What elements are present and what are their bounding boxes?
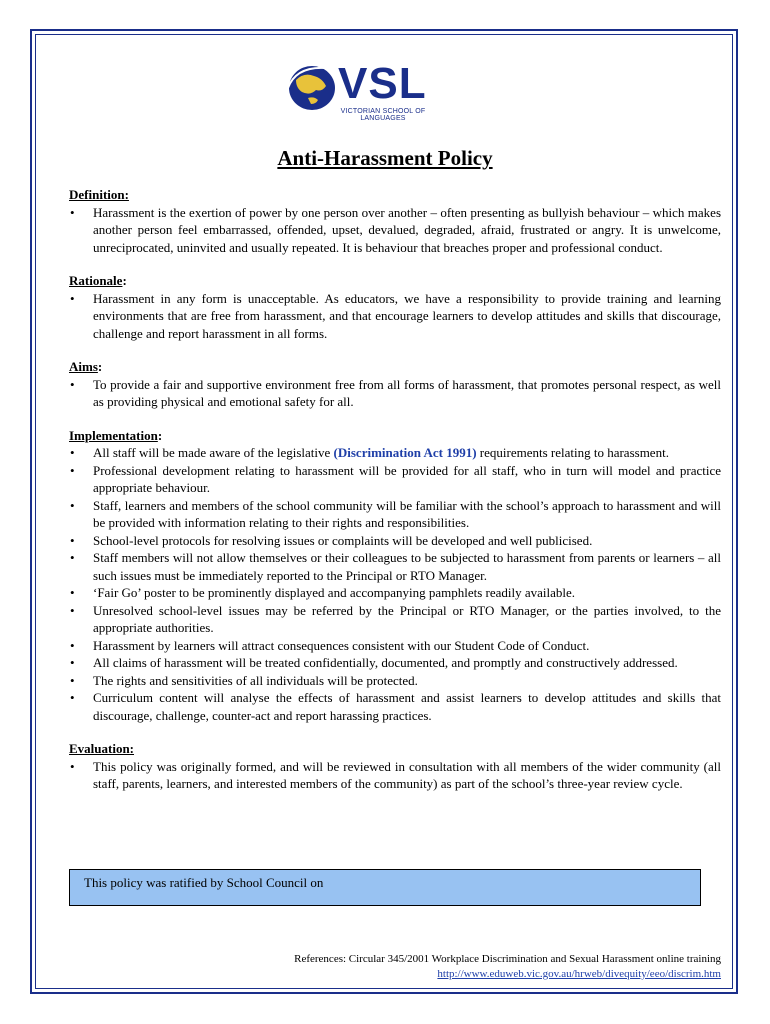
vsl-logo-subtitle: VICTORIAN SCHOOL OF LANGUAGES xyxy=(340,108,426,122)
implementation-list xyxy=(69,444,721,724)
list-item: • Staff members will not allow themselves or their colleagues to be subjected to harassment from parents or learners – all such issues must be immediately reported to the Principal or RTO Manager. xyxy=(69,549,721,584)
implementation-section xyxy=(69,427,721,725)
list-item: • This policy was originally formed, and will be reviewed in consultation with all members of the wider community (all staff, parents, learners, and interested members of the community) as part of the school’s three-year review cycle. xyxy=(69,758,721,793)
definition-list xyxy=(69,204,721,257)
list-item: • Curriculum content will analyse the effects of harassment and assist learners to develop attitudes and skills that discourage, challenge, counter-act and report harassing practices. xyxy=(69,689,721,724)
page-title: Anti-Harassment Policy xyxy=(277,146,493,170)
rationale-list xyxy=(69,290,721,343)
list-item: • Professional development relating to harassment will be provided for all staff, who in turn will model and practice appropriate behaviour. xyxy=(69,462,721,497)
policy-content xyxy=(69,186,721,809)
references-link[interactable]: http://www.eduweb.vic.gov.au/hrweb/divequity/eeo/discrim.htm xyxy=(437,968,721,980)
list-item: • All staff will be made aware of the legislative (Discrimination Act 1991) requirements relating to harassment. xyxy=(69,444,721,462)
definition-heading: Definition: xyxy=(69,187,129,202)
list-item: • Harassment in any form is unacceptable. As educators, we have a responsibility to provide training and learning environments that are free from harassment, and that encourage learners to develop attitudes and skills that discourage, challenge and report harassment in all forms. xyxy=(69,290,721,343)
evaluation-heading: Evaluation: xyxy=(69,741,135,756)
rationale-heading: Rationale: xyxy=(69,273,127,288)
rationale-section xyxy=(69,272,721,342)
aims-heading: Aims: xyxy=(69,359,103,374)
evaluation-list xyxy=(69,758,721,793)
evaluation-section xyxy=(69,740,721,793)
list-item: • To provide a fair and supportive environment free from all forms of harassment, that promotes personal respect, as well as providing physical and emotional safety for all. xyxy=(69,376,721,411)
discrimination-act-reference: (Discrimination Act 1991) xyxy=(333,445,477,460)
list-item: • ‘Fair Go’ poster to be prominently displayed and accompanying pamphlets readily available. xyxy=(69,584,721,602)
list-item: • Unresolved school-level issues may be referred by the Principal or RTO Manager, or the parties involved, to the appropriate authorities. xyxy=(69,602,721,637)
list-item: • All claims of harassment will be treated confidentially, documented, and promptly and constructively addressed. xyxy=(69,654,721,672)
list-item: • School-level protocols for resolving issues or complaints will be developed and well publicised. xyxy=(69,532,721,550)
ratification-box: This policy was ratified by School Council on xyxy=(69,869,701,906)
aims-list xyxy=(69,376,721,411)
implementation-heading: Implementation: xyxy=(69,427,163,443)
definition-section xyxy=(69,186,721,256)
list-item: • Harassment is the exertion of power by one person over another – often presenting as bullyish behaviour – which makes another person feel embarrassed, offended, upset, devalued, degraded, afraid, frustrated or angry. It is unwelcome, unreciprocated, uninvited and usually repeated. It is behaviour that breaches proper and professional conduct. xyxy=(69,204,721,257)
references-footer xyxy=(69,952,721,982)
list-item: • The rights and sensitivities of all individuals will be protected. xyxy=(69,672,721,690)
list-item: • Staff, learners and members of the school community will be familiar with the school’s approach to harassment and will be provided with information relating to their rights and responsibilities. xyxy=(69,497,721,532)
vsl-logo-text: VSL xyxy=(338,59,427,108)
references-text: References: Circular 345/2001 Workplace Discrimination and Sexual Harassment online training xyxy=(294,953,721,965)
aims-section xyxy=(69,358,721,411)
list-item: • Harassment by learners will attract consequences consistent with our Student Code of Conduct. xyxy=(69,637,721,655)
